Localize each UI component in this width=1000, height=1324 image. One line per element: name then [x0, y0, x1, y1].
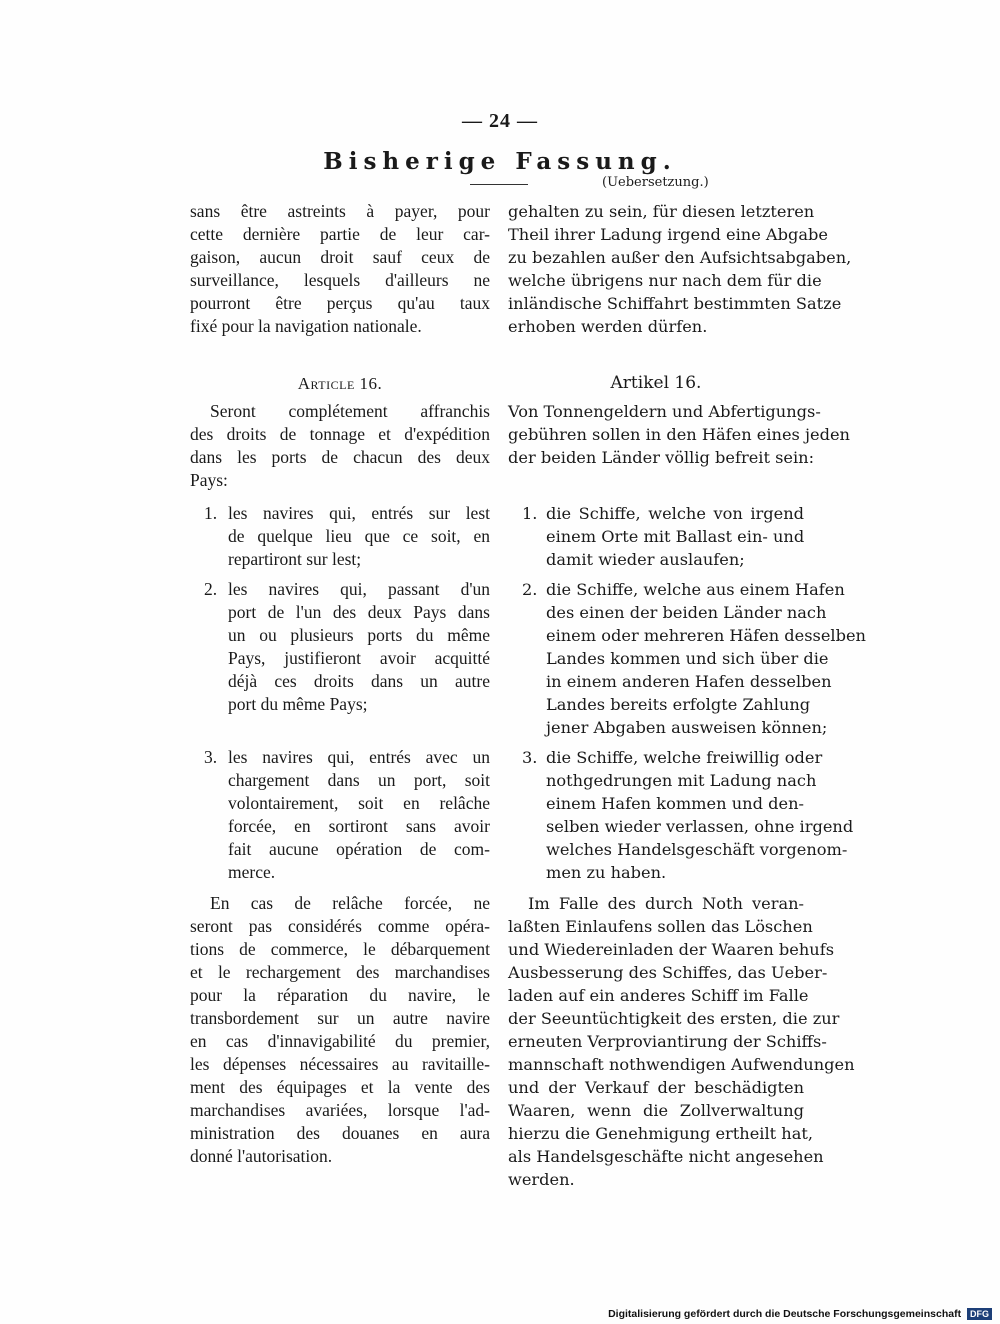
- digitization-credit: [608, 1308, 992, 1320]
- text-line: repartiront sur lest;: [228, 549, 362, 569]
- german-article-heading: Artikel 16.: [610, 373, 702, 393]
- text-line: nothgedrungen mit Ladung nach: [546, 771, 817, 790]
- text-line: jener Abgaben ausweisen können;: [546, 718, 828, 737]
- text-line: dans les ports de chacun des deux: [190, 447, 490, 467]
- text-line: donné l'autorisation.: [190, 1146, 333, 1166]
- item-number: 3.: [522, 748, 538, 767]
- text-line: pourront être perçus qu'au taux: [190, 293, 490, 313]
- text-line: die Schiffe, welche von irgend: [546, 504, 804, 523]
- text-line: fait aucune opération de com-: [228, 839, 490, 859]
- text-line: der beiden Länder völlig befreit sein:: [508, 448, 815, 467]
- credit-text: Digitalisierung gefördert durch die Deutsche Forschungsgemeinschaft: [608, 1308, 962, 1320]
- text-line: Landes bereits erfolgte Zahlung: [546, 695, 811, 714]
- german-column: [508, 200, 866, 1200]
- text-line: et le rechargement des marchandises: [190, 962, 490, 982]
- text-line: cette dernière partie de leur car-: [190, 224, 490, 244]
- text-line: gehalten zu sein, für diesen letzteren: [508, 202, 815, 221]
- german-paragraph-2: [508, 892, 855, 1191]
- text-line: laden auf ein anderes Schiff im Falle: [508, 986, 809, 1005]
- text-line: Im Falle des durch Noth veran-: [528, 894, 804, 913]
- text-line: werden.: [508, 1170, 575, 1189]
- text-line: ministration des douanes en aura: [190, 1123, 490, 1143]
- text-line: Seront complétement affranchis: [210, 401, 490, 421]
- text-line: und Wiedereinladen der Waaren behufs: [508, 940, 835, 959]
- text-line: inländische Schiffahrt bestimmten Satze: [508, 294, 842, 313]
- text-line: les navires qui, entrés avec un: [228, 747, 490, 767]
- text-line: Landes kommen und sich über die: [546, 649, 829, 668]
- text-line: und der Verkauf der beschädigten: [508, 1078, 804, 1097]
- text-line: de quelque lieu que ce soit, en: [228, 526, 490, 546]
- text-line: Pays:: [190, 470, 228, 490]
- text-line: Von Tonnengeldern und Abfertigungs-: [508, 402, 821, 421]
- text-line: laßten Einlaufens sollen das Löschen: [508, 917, 813, 936]
- text-line: fixé pour la navigation nationale.: [190, 316, 422, 336]
- text-line: gaison, aucun droit sauf ceux de: [190, 247, 490, 267]
- text-line: der Seeuntüchtigkeit des ersten, die zur: [508, 1009, 840, 1028]
- text-line: als Handelsgeschäfte nicht angesehen: [508, 1147, 824, 1166]
- text-line: des einen der beiden Länder nach: [546, 603, 827, 622]
- french-article-heading: Article 16.: [297, 374, 383, 393]
- dfg-logo: DFG: [967, 1308, 992, 1320]
- item-number: 2.: [204, 579, 218, 599]
- text-line: En cas de relâche forcée, ne: [210, 893, 490, 913]
- text-line: die Schiffe, welche aus einem Hafen: [546, 580, 845, 599]
- text-line: Pays, justifieront avoir acquitté: [228, 648, 490, 668]
- text-line: des droits de tonnage et d'expédition: [190, 424, 490, 444]
- text-line: transbordement sur un autre navire: [190, 1008, 490, 1028]
- text-line: merce.: [228, 862, 276, 882]
- text-line: en cas d'innavigabilité du premier,: [190, 1031, 490, 1051]
- french-intro: [190, 200, 490, 338]
- text-line: sans être astreints à payer, pour: [190, 201, 490, 221]
- text-line: un ou plusieurs ports du même: [228, 625, 490, 645]
- page-number: — 24 —: [462, 110, 538, 132]
- text-line: Theil ihrer Ladung irgend eine Abgabe: [508, 225, 828, 244]
- text-line: marchandises avariées, lorsque l'ad-: [190, 1100, 490, 1120]
- text-line: damit wieder auslaufen;: [546, 550, 745, 569]
- text-line: les navires qui, entrés sur lest: [228, 503, 490, 523]
- text-line: les dépenses nécessaires au ravitaille-: [190, 1054, 490, 1074]
- text-line: selben wieder verlassen, ohne irgend: [546, 817, 854, 836]
- text-line: zu bezahlen außer den Aufsichtsabgaben,: [508, 248, 852, 267]
- text-line: gebühren sollen in den Häfen eines jeden: [508, 425, 850, 444]
- item-number: 3.: [204, 747, 218, 767]
- section-title: Bisherige Fassung.: [323, 148, 677, 175]
- german-intro: [508, 200, 852, 338]
- text-line: forcée, en sortiront sans avoir: [228, 816, 490, 836]
- text-line: les navires qui, passant d'un: [228, 579, 490, 599]
- text-line: surveillance, lesquels d'ailleurs ne: [190, 270, 490, 290]
- text-line: einem oder mehreren Häfen desselben: [546, 626, 866, 645]
- item-number: 2.: [522, 580, 538, 599]
- text-line: erhoben werden dürfen.: [508, 317, 708, 336]
- item-number: 1.: [522, 504, 538, 523]
- text-line: in einem anderen Hafen desselben: [546, 672, 832, 691]
- french-paragraph-1: [190, 400, 490, 492]
- text-line: seront pas considérés comme opéra-: [190, 916, 490, 936]
- text-line: Ausbesserung des Schiffes, das Ueber-: [508, 963, 828, 982]
- text-line: ment des équipages et la vente des: [190, 1077, 490, 1097]
- text-line: Waaren, wenn die Zollverwaltung: [508, 1101, 804, 1120]
- french-column: [190, 200, 490, 1200]
- text-line: hierzu die Genehmigung ertheilt hat,: [508, 1124, 814, 1143]
- translation-note: (Uebersetzung.): [602, 175, 709, 190]
- item-number: 1.: [204, 503, 218, 523]
- text-line: port du même Pays;: [228, 694, 368, 714]
- text-line: chargement dans un port, soit: [228, 770, 490, 790]
- text-line: déjà ces droits dans un autre: [228, 671, 490, 691]
- text-line: welche übrigens nur nach dem für die: [508, 271, 822, 290]
- text-line: erneuten Verproviantirung der Schiffs-: [508, 1032, 827, 1051]
- french-paragraph-2: [190, 892, 490, 1168]
- text-line: tions de commerce, le débarquement: [190, 939, 490, 959]
- text-line: einem Orte mit Ballast ein- und: [546, 527, 805, 546]
- text-line: die Schiffe, welche freiwillig oder: [546, 748, 823, 767]
- german-paragraph-1: [508, 400, 850, 469]
- text-line: mannschaft nothwendigen Aufwendungen: [508, 1055, 855, 1074]
- title-rule: [470, 184, 528, 185]
- text-line: port de l'un des deux Pays dans: [228, 602, 490, 622]
- text-line: men zu haben.: [546, 863, 667, 882]
- text-line: welches Handelsgeschäft vorgenom-: [546, 840, 848, 859]
- text-line: einem Hafen kommen und den-: [546, 794, 804, 813]
- text-line: pour la réparation du navire, le: [190, 985, 490, 1005]
- text-line: volontairement, soit en relâche: [228, 793, 490, 813]
